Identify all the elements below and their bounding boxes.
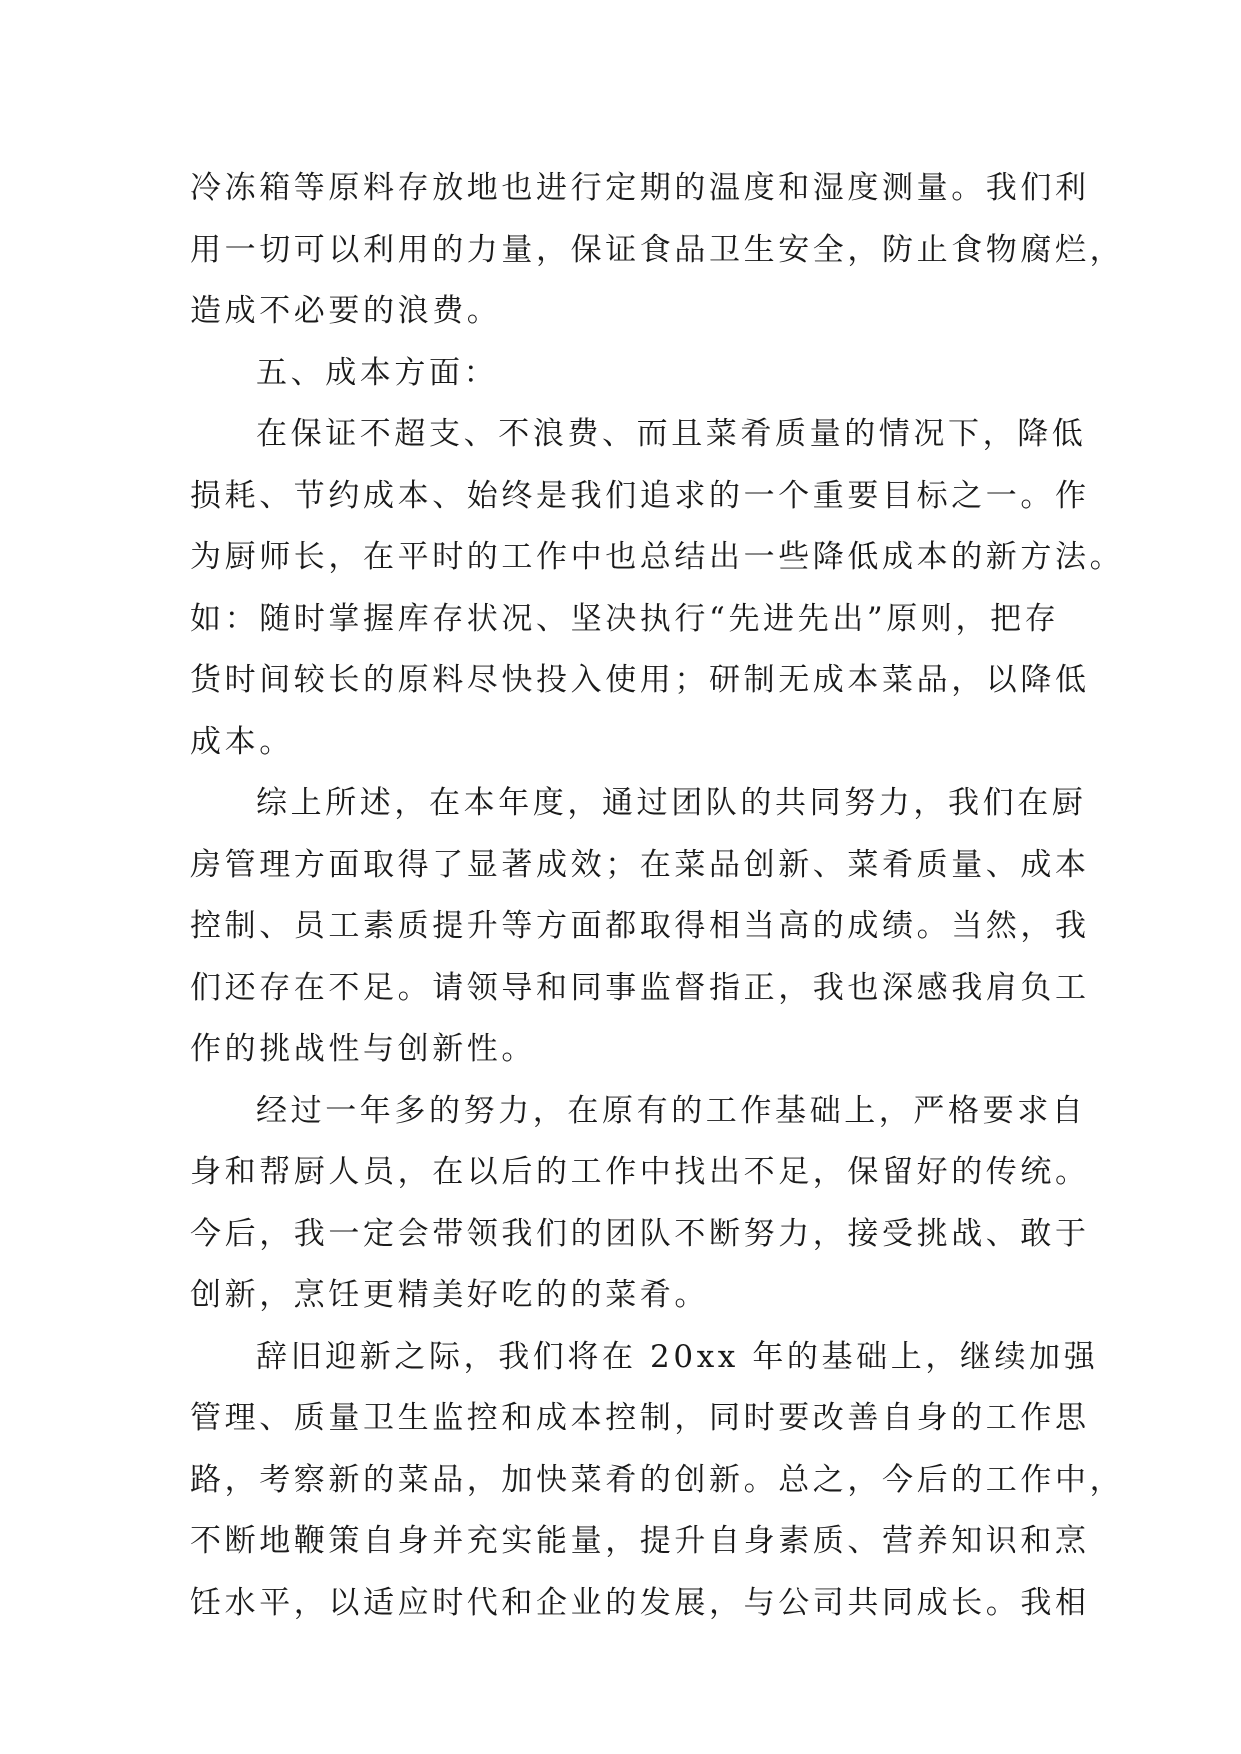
- text-line: 们还存在不足。请领导和同事监督指正，我也深感我肩负工: [190, 969, 1090, 1006]
- text-line: 房管理方面取得了显著成效；在菜品创新、菜肴质量、成本: [190, 846, 1090, 883]
- text-line: 货时间较长的原料尽快投入使用；研制无成本菜品，以降低: [190, 662, 1090, 698]
- text-line: 身和帮厨人员，在以后的工作中找出不足，保留好的传统。: [190, 1154, 1090, 1190]
- text-line: 路，考察新的菜品，加快菜肴的创新。总之，今后的工作中，: [190, 1461, 1125, 1498]
- text-line: 为厨师长，在平时的工作中也总结出一些降低成本的新方法。: [190, 539, 1125, 575]
- text-line: 饪水平，以适应时代和企业的发展，与公司共同成长。我相: [190, 1584, 1090, 1621]
- text-line: 造成不必要的浪费。: [190, 293, 502, 329]
- paragraph-first-line: 在保证不超支、不浪费、而且菜肴质量的情况下，降低: [256, 416, 1087, 452]
- document-body: [190, 158, 1125, 1634]
- text-line: 控制、员工素质提升等方面都取得相当高的成绩。当然，我: [190, 908, 1090, 944]
- text-line: 损耗、节约成本、始终是我们追求的一个重要目标之一。作: [190, 477, 1090, 514]
- text-line: 如：随时掌握库存状况、坚决执行“先进先出”原则，把存: [190, 600, 1060, 637]
- section-heading: 五、成本方面：: [256, 354, 499, 391]
- text-line: 成本。: [190, 723, 294, 760]
- text-line: 用一切可以利用的力量，保证食品卫生安全，防止食物腐烂，: [190, 231, 1125, 268]
- text-line: 作的挑战性与创新性。: [190, 1031, 536, 1067]
- text-line: 不断地鞭策自身并充实能量，提升自身素质、营养知识和烹: [190, 1523, 1090, 1559]
- paragraph-first-line: 经过一年多的努力，在原有的工作基础上，严格要求自: [256, 1092, 1087, 1129]
- paragraph-first-line: 辞旧迎新之际，我们将在 20xx 年的基础上，继续加强: [256, 1338, 1099, 1375]
- paragraph-first-line: 综上所述，在本年度，通过团队的共同努力，我们在厨: [256, 785, 1087, 821]
- text-line: 今后，我一定会带领我们的团队不断努力，接受挑战、敢于: [190, 1215, 1090, 1252]
- text-line: 创新，烹饪更精美好吃的的菜肴。: [190, 1277, 709, 1313]
- text-line: 管理、质量卫生监控和成本控制，同时要改善自身的工作思: [190, 1400, 1090, 1436]
- text-line: 冷冻箱等原料存放地也进行定期的温度和湿度测量。我们利: [190, 170, 1090, 206]
